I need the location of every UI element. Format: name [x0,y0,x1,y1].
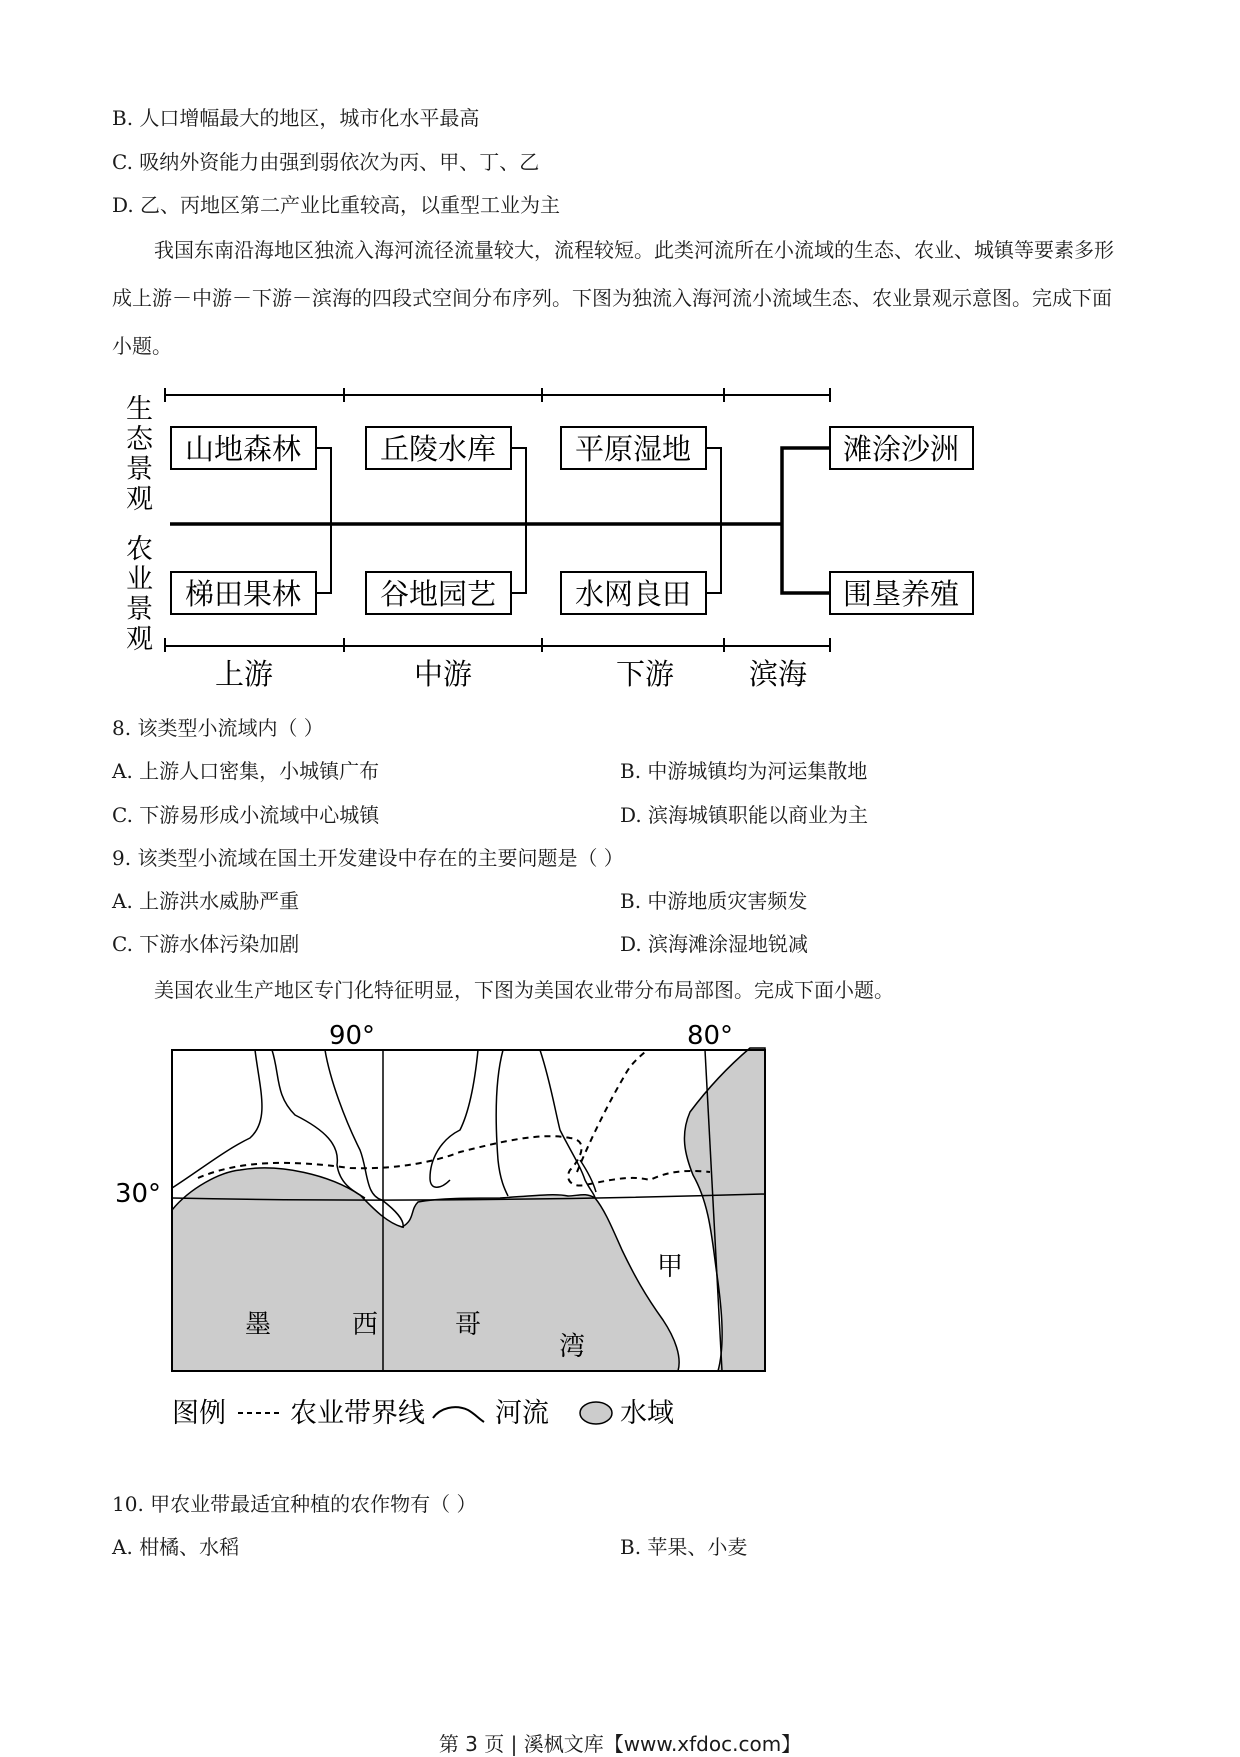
lat-30-label: 30° [114,1179,162,1209]
agri-label-4: 围垦养殖 [842,577,960,611]
left-label-bottom-1: 农 [126,534,153,565]
agri-label-2: 谷地园艺 [379,577,497,611]
eco-label-1: 山地森林 [184,432,302,466]
lon-90-label: 90° [328,1021,376,1051]
q9-option-b: B. 中游地质灾害频发 [620,889,808,913]
legend-water-label: 水域 [620,1398,674,1429]
section-label-3: 下游 [615,657,675,690]
agri-label-1: 梯田果林 [184,577,302,611]
left-label-top-3: 景 [126,454,153,485]
q8-stem: 8. 该类型小流域内（ ） [112,716,324,740]
option-d-prev: D. 乙、丙地区第二产业比重较高，以重型工业为主 [112,193,561,217]
left-label-top-2: 态 [126,424,153,455]
section-label-1: 上游 [214,657,274,690]
legend-river-label: 河流 [495,1398,549,1429]
q9-option-a: A. 上游洪水威胁严重 [112,889,300,913]
gulf-char-2: 西 [351,1310,379,1340]
agri-label-3: 水网良田 [574,577,692,611]
passage-1: 我国东南沿海地区独流入海河流径流量较大，流程较短。此类河流所在小流域的生态、农业、城镇等要素多形成上游－中游－下游－滨海的四段式空间分布序列。下图为独流入海河流小流域生态、农业景观示意图。完成下面小题。 [112,238,1114,358]
q10-stem: 10. 甲农业带最适宜种植的农作物有（ ） [112,1492,477,1516]
q8-option-a: A. 上游人口密集，小城镇广布 [112,759,380,783]
q9-option-d: D. 滨海滩涂湿地锐减 [620,932,809,956]
q8-option-b: B. 中游城镇均为河运集散地 [620,759,868,783]
option-c-prev: C. 吸纳外资能力由强到弱依次为丙、甲、丁、乙 [112,150,540,174]
left-label-top-1: 生 [126,394,153,425]
section-label-2: 中游 [413,657,473,690]
region-jia-label: 甲 [656,1252,684,1282]
passage-2: 美国农业生产地区专门化特征明显，下图为美国农业带分布局部图。完成下面小题。 [154,978,894,1002]
gulf-char-1: 墨 [244,1310,272,1340]
gulf-char-4: 湾 [558,1332,586,1362]
left-label-top-4: 观 [126,484,153,515]
option-b-prev: B. 人口增幅最大的地区，城市化水平最高 [112,106,480,130]
left-label-bottom-3: 景 [126,594,153,625]
legend-boundary-label: 农业带界线 [290,1398,425,1429]
eco-label-4: 滩涂沙洲 [842,432,960,466]
page-footer: 第 3 页 | 溪枫文库【www.xfdoc.com】 [438,1732,802,1756]
us-agriculture-map [110,1020,790,1435]
river-legend-icon [433,1407,484,1422]
eco-label-3: 平原湿地 [574,432,692,466]
q8-option-c: C. 下游易形成小流域中心城镇 [112,803,380,827]
q10-option-b: B. 苹果、小麦 [620,1535,748,1559]
gulf-char-3: 哥 [454,1310,482,1340]
q10-option-a: A. 柑橘、水稻 [112,1535,240,1559]
atlantic-water [684,1048,765,1371]
legend-title: 图例 [172,1398,226,1429]
left-label-bottom-4: 观 [126,624,153,655]
q9-stem: 9. 该类型小流域在国土开发建设中存在的主要问题是（ ） [112,846,624,870]
left-label-bottom-2: 业 [126,564,153,595]
landscape-diagram [110,380,990,690]
section-label-4: 滨海 [748,657,808,690]
water-legend-icon [580,1402,612,1424]
lon-80-label: 80° [686,1021,734,1051]
q9-option-c: C. 下游水体污染加剧 [112,932,300,956]
q8-option-d: D. 滨海城镇职能以商业为主 [620,803,869,827]
eco-label-2: 丘陵水库 [379,432,497,466]
